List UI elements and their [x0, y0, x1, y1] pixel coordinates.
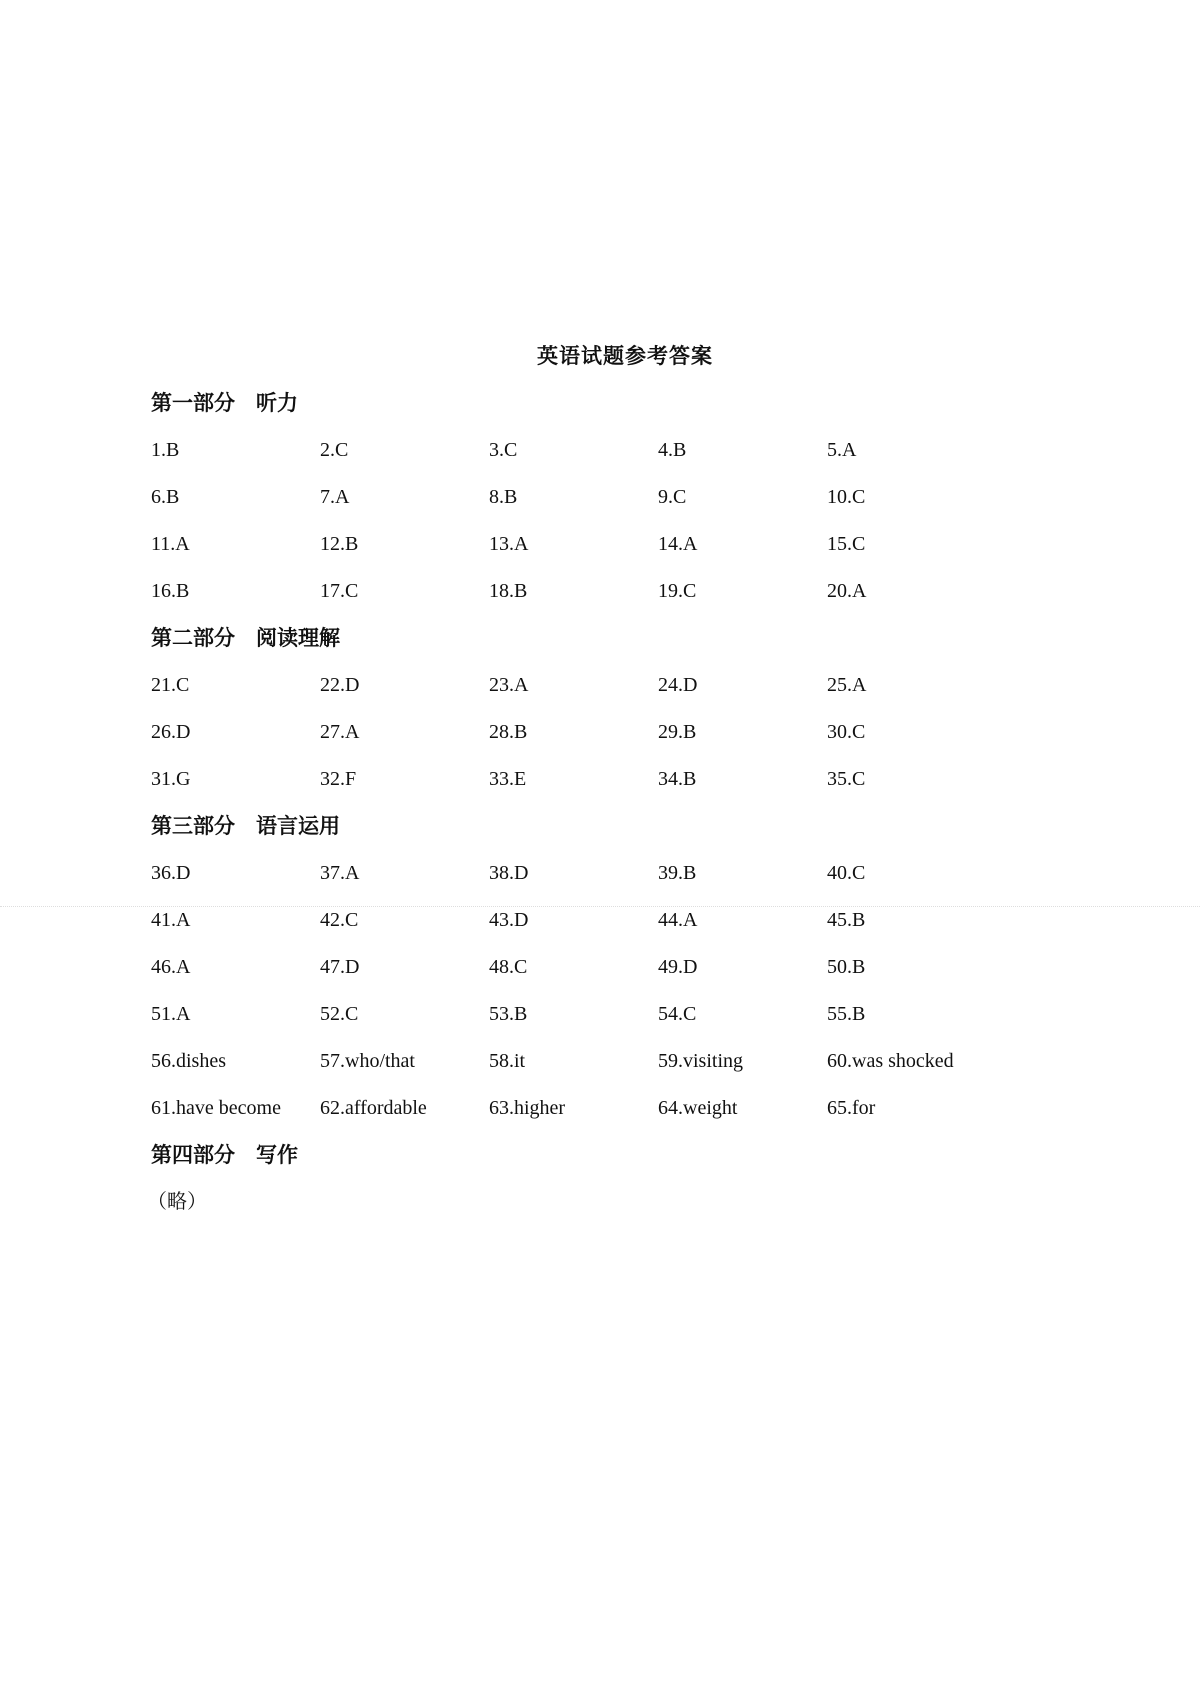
- answer-cell: 18.B: [489, 580, 528, 602]
- answer-cell: 50.B: [827, 956, 866, 978]
- answer-cell: 45.B: [827, 909, 866, 931]
- answer-cell: 6.B: [151, 486, 180, 508]
- answer-cell: 12.B: [320, 533, 359, 555]
- answer-cell: 22.D: [320, 674, 360, 696]
- section-heading: 第三部分 语言运用: [151, 814, 340, 838]
- answer-row: [151, 668, 1051, 715]
- answer-cell: 47.D: [320, 956, 360, 978]
- answer-row: [151, 997, 1051, 1044]
- answer-cell: 26.D: [151, 721, 191, 743]
- answer-cell: 46.A: [151, 956, 191, 978]
- answer-cell: 56.dishes: [151, 1050, 226, 1072]
- answer-cell: 1.B: [151, 439, 180, 461]
- answer-cell: 20.A: [827, 580, 867, 602]
- answer-row: [151, 715, 1051, 762]
- answer-cell: 25.A: [827, 674, 867, 696]
- answer-cell: 7.A: [320, 486, 350, 508]
- answer-cell: 38.D: [489, 862, 529, 884]
- answer-cell: 64.weight: [658, 1097, 738, 1119]
- answer-cell: 49.D: [658, 956, 698, 978]
- answer-cell: 61.have become: [151, 1097, 281, 1119]
- answer-cell: 44.A: [658, 909, 698, 931]
- answer-cell: 52.C: [320, 1003, 359, 1025]
- answer-cell: 28.B: [489, 721, 528, 743]
- section-heading: 第一部分 听力: [151, 391, 298, 415]
- answer-cell: 5.A: [827, 439, 857, 461]
- answer-cell: 63.higher: [489, 1097, 566, 1119]
- answer-row: [151, 903, 1051, 950]
- answer-row: [151, 1091, 1051, 1138]
- answer-cell: 36.D: [151, 862, 191, 884]
- answer-cell: 35.C: [827, 768, 866, 790]
- answer-cell: 34.B: [658, 768, 697, 790]
- answer-cell: 51.A: [151, 1003, 191, 1025]
- answer-row: [151, 1044, 1051, 1091]
- answer-row: [151, 433, 1051, 480]
- answer-cell: 60.was shocked: [827, 1050, 954, 1072]
- answer-cell: 27.A: [320, 721, 360, 743]
- answer-cell: 33.E: [489, 768, 527, 790]
- answer-cell: 41.A: [151, 909, 191, 931]
- answer-cell: 3.C: [489, 439, 518, 461]
- answer-cell: 4.B: [658, 439, 687, 461]
- answer-cell: 62.affordable: [320, 1097, 427, 1119]
- answer-cell: 54.C: [658, 1003, 697, 1025]
- answer-cell: 10.C: [827, 486, 866, 508]
- answer-cell: 9.C: [658, 486, 687, 508]
- answer-cell: 16.B: [151, 580, 190, 602]
- answer-cell: 53.B: [489, 1003, 528, 1025]
- answer-cell: 2.C: [320, 439, 349, 461]
- answer-cell: 65.for: [827, 1097, 876, 1119]
- answer-cell: 8.B: [489, 486, 518, 508]
- section-heading: 第二部分 阅读理解: [151, 626, 340, 650]
- answer-cell: 13.A: [489, 533, 529, 555]
- answer-row: [151, 480, 1051, 527]
- answer-cell: 42.C: [320, 909, 359, 931]
- answer-cell: 32.F: [320, 768, 357, 790]
- answer-cell: 21.C: [151, 674, 190, 696]
- answer-cell: 43.D: [489, 909, 529, 931]
- answer-row: [151, 527, 1051, 574]
- answer-cell: 55.B: [827, 1003, 866, 1025]
- answer-sections: [147, 386, 1051, 1232]
- answer-row: [151, 574, 1051, 621]
- answer-cell: 48.C: [489, 956, 528, 978]
- answer-cell: 40.C: [827, 862, 866, 884]
- answer-cell: 37.A: [320, 862, 360, 884]
- answer-cell: 11.A: [151, 533, 190, 555]
- answer-cell: 24.D: [658, 674, 698, 696]
- answer-cell: 30.C: [827, 721, 866, 743]
- answer-cell: 29.B: [658, 721, 697, 743]
- answer-cell: 58.it: [489, 1050, 526, 1072]
- fold-divider: [0, 906, 1200, 907]
- answer-row: [151, 762, 1051, 809]
- section-heading: 第四部分 写作: [151, 1143, 298, 1167]
- answer-cell: 59.visiting: [658, 1050, 744, 1072]
- answer-row: [151, 950, 1051, 997]
- answer-cell: 57.who/that: [320, 1050, 415, 1072]
- answer-cell: 31.G: [151, 768, 191, 790]
- answer-row: [151, 856, 1051, 903]
- answer-cell: 19.C: [658, 580, 697, 602]
- answer-cell: 39.B: [658, 862, 697, 884]
- answer-cell: 14.A: [658, 533, 698, 555]
- answer-cell: 17.C: [320, 580, 359, 602]
- page-title: 英语试题参考答案: [537, 344, 713, 368]
- section-note: （略）: [147, 1191, 207, 1213]
- answer-cell: 23.A: [489, 674, 529, 696]
- answer-cell: 15.C: [827, 533, 866, 555]
